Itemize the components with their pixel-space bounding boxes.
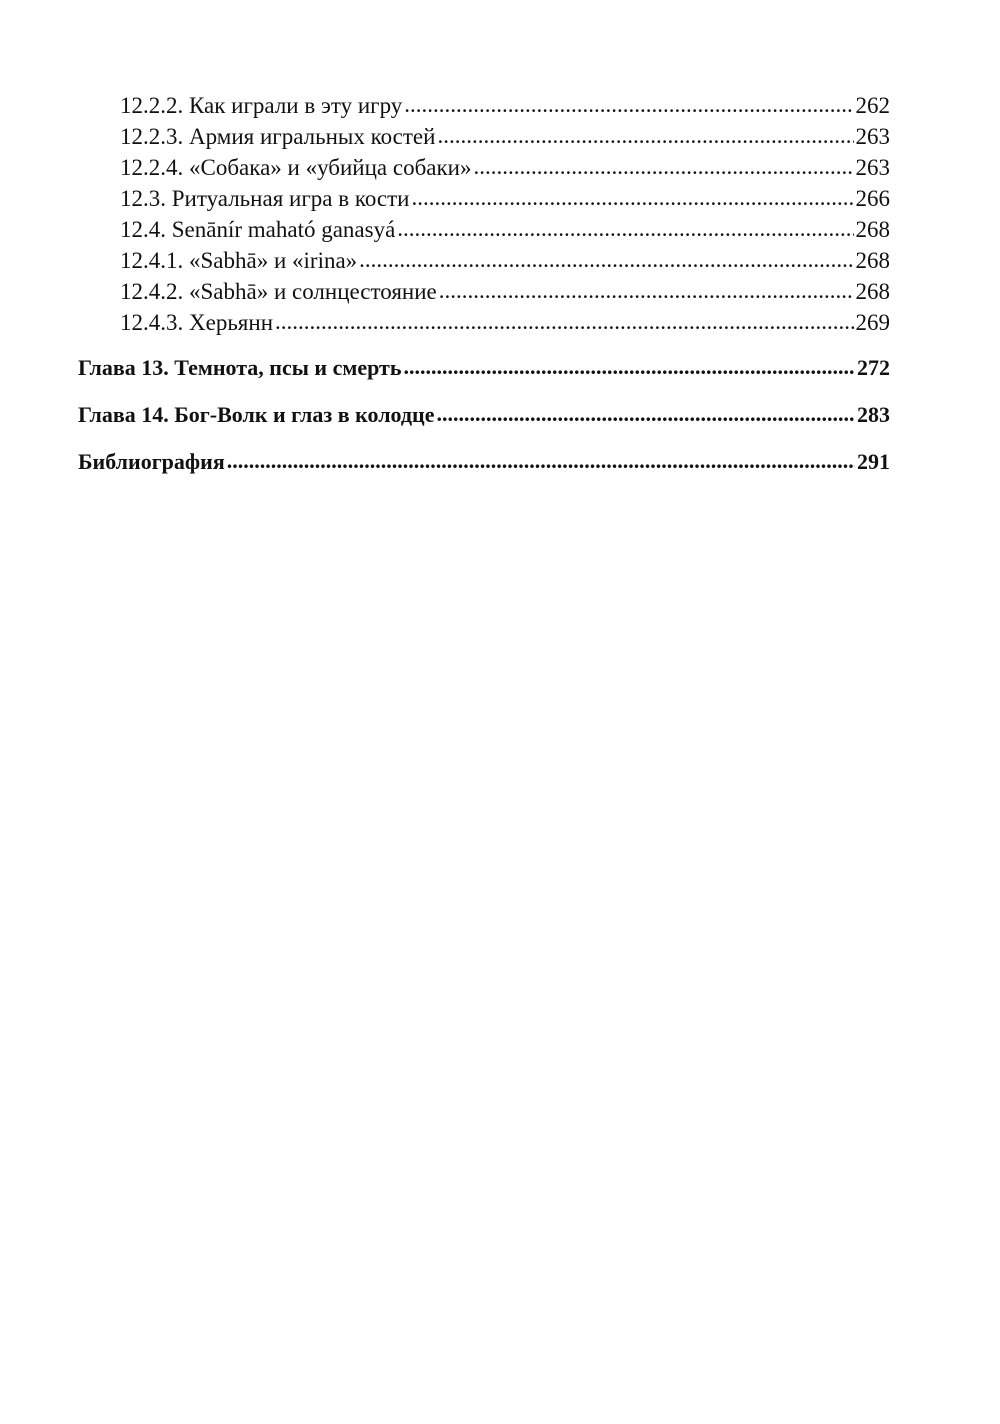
toc-chapter-title: Библиография: [78, 449, 225, 474]
dot-leader: [397, 213, 853, 244]
toc-entry-page: 268: [855, 279, 890, 304]
dot-leader: [439, 275, 854, 306]
toc-entry-page: 262: [855, 93, 890, 118]
dot-leader: [403, 345, 855, 388]
toc-chapter-page: 272: [857, 355, 890, 380]
toc-entry[interactable]: [78, 152, 890, 183]
toc-entry-title: 12.4.1. «Sabhā» и «irina»: [120, 248, 358, 273]
toc-entry-title: 12.4. Senānír maható ganasyá: [120, 217, 396, 242]
table-of-contents: [78, 90, 890, 483]
toc-entry-title: 12.4.2. «Sabhā» и солнцестояние: [120, 279, 437, 304]
toc-entry[interactable]: [78, 307, 890, 338]
toc-chapter-entry[interactable]: [78, 346, 890, 389]
toc-chapter-title: Глава 13. Темнота, псы и смерть: [78, 355, 402, 380]
dot-leader: [411, 182, 853, 213]
dot-leader: [275, 306, 853, 337]
dot-leader: [404, 89, 853, 120]
toc-chapter-entry[interactable]: [78, 393, 890, 436]
toc-entry[interactable]: [78, 90, 890, 121]
dot-leader: [227, 439, 855, 482]
toc-entry[interactable]: [78, 214, 890, 245]
toc-entry[interactable]: [78, 183, 890, 214]
toc-entry[interactable]: [78, 121, 890, 152]
toc-entry-page: 263: [855, 155, 890, 180]
toc-entry[interactable]: [78, 245, 890, 276]
toc-entry-title: 12.3. Ритуальная игра в кости: [120, 186, 410, 211]
dot-leader: [359, 244, 853, 275]
toc-entry-page: 269: [855, 310, 890, 335]
toc-entry[interactable]: [78, 276, 890, 307]
toc-chapter-page: 291: [857, 449, 890, 474]
toc-entry-title: 12.4.3. Херьянн: [120, 310, 274, 335]
toc-entry-page: 268: [855, 217, 890, 242]
toc-chapter-entry[interactable]: [78, 440, 890, 483]
toc-chapter-page: 283: [857, 402, 890, 427]
dot-leader: [437, 120, 853, 151]
toc-entry-title: 12.2.4. «Собака» и «убийца собаки»: [120, 155, 472, 180]
toc-entry-title: 12.2.3. Армия игральных костей: [120, 124, 436, 149]
toc-chapter-title: Глава 14. Бог-Волк и глаз в колодце: [78, 402, 435, 427]
toc-entry-page: 268: [855, 248, 890, 273]
dot-leader: [473, 151, 853, 182]
toc-entry-page: 266: [855, 186, 890, 211]
toc-entry-page: 263: [855, 124, 890, 149]
toc-entry-title: 12.2.2. Как играли в эту игру: [120, 93, 403, 118]
dot-leader: [437, 392, 856, 435]
